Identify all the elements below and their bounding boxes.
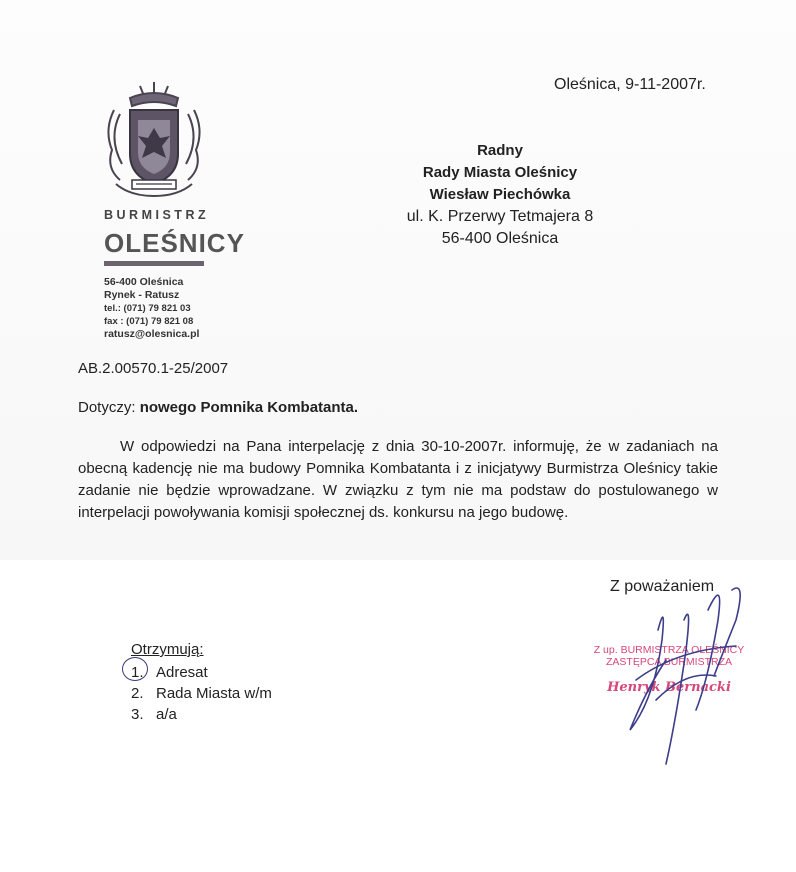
office-contact [104, 276, 199, 341]
signature-icon [596, 580, 756, 770]
list-number: 2. [131, 685, 144, 702]
office-postal: 56-400 Oleśnica [104, 276, 184, 288]
subject-prefix: Dotyczy: [78, 399, 136, 416]
list-item [131, 704, 272, 725]
office-email: ratusz@olesnica.pl [104, 328, 200, 340]
coat-of-arms-icon [100, 80, 208, 198]
subject-line [78, 399, 358, 416]
stamp-name: Henryk Bernacki [607, 680, 731, 695]
list-number: 1. [131, 664, 144, 681]
subject-text: nowego Pomnika Kombatanta. [139, 399, 359, 416]
recipients-heading: Otrzymują: [131, 641, 204, 658]
stamp-line: ZASTĘPCA BURMISTRZA [605, 656, 732, 668]
addressee-line: Rady Miasta Oleśnicy [422, 164, 578, 181]
place-date: Oleśnica, 9-11-2007r. [554, 76, 706, 93]
list-label: Adresat [156, 664, 208, 681]
addressee-name: Wiesław Piechówka [429, 186, 571, 203]
addressee-block [380, 140, 620, 250]
list-item [131, 662, 272, 683]
list-label: a/a [156, 706, 177, 723]
office-street: Rynek - Ratusz [104, 289, 180, 301]
list-number: 3. [131, 706, 144, 723]
recipients-list [131, 662, 272, 725]
list-label: Rada Miasta w/m [156, 685, 272, 702]
letterhead-divider [104, 261, 204, 266]
addressee-street: ul. K. Przerwy Tetmajera 8 [406, 208, 594, 225]
office-title: BURMISTRZ [104, 208, 210, 222]
office-tel: tel.: (071) 79 821 03 [104, 303, 191, 314]
list-item [131, 683, 272, 704]
addressee-city: 56-400 Oleśnica [441, 230, 559, 247]
office-city: OLEŚNICY [104, 228, 245, 258]
reference-number: AB.2.00570.1-25/2007 [78, 360, 229, 377]
closing: Z poważaniem [610, 578, 715, 595]
addressee-line: Radny [477, 142, 523, 159]
office-fax: fax : (071) 79 821 08 [104, 316, 194, 327]
letter-body: W odpowiedzi na Pana interpelację z dnia 30-10-2007r. informuję, że w zadaniach na obecną kadencję nie ma budowy Pomnika Kombatanta i z inicjatywy Burmistrza Oleśnicy takie zadanie nie będzie wprowadzane. W związku z tym nie ma podstaw do postulowanego w interpelacji powoływania komisji społecznej ds. konkursu na jego budowę. [78, 438, 718, 521]
stamp-line: Z up. BURMISTRZA OLEŚNICY [593, 644, 745, 656]
